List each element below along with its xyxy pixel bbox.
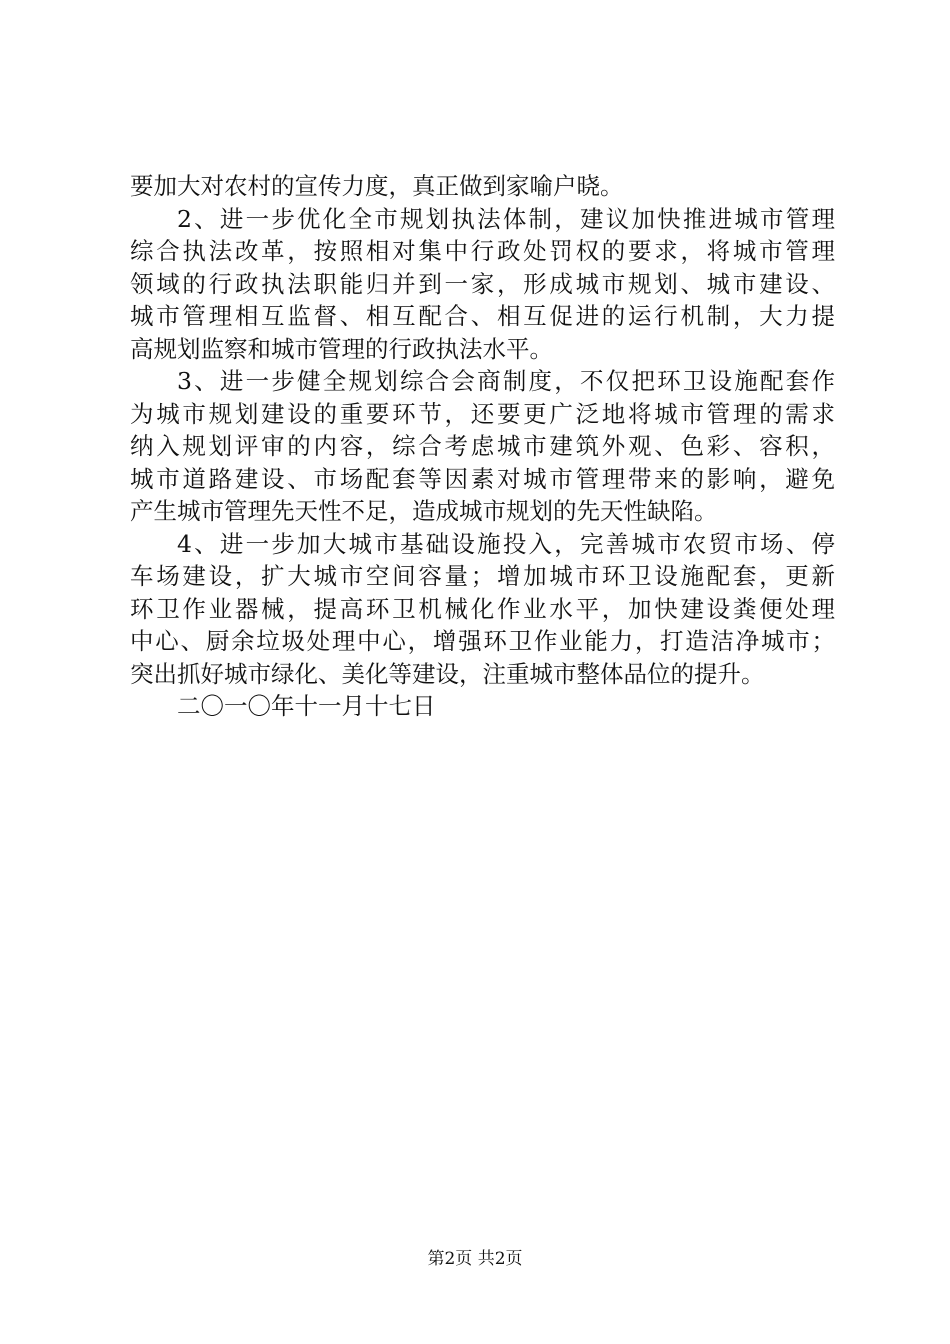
paragraph-start-line: 3、进一步健全规划综合会商制度，不仅把环卫设施配套作 xyxy=(177,367,835,395)
document-body xyxy=(130,170,835,723)
text-line: 中心、厨余垃圾处理中心，增强环卫作业能力，打造洁净城市； xyxy=(130,627,835,655)
text-line: 环卫作业器械，提高环卫机械化作业水平，加快建设粪便处理 xyxy=(130,594,835,623)
date-line: 二〇一〇年十一月十七日 xyxy=(177,692,436,720)
text-line: 为城市规划建设的重要环节，还要更广泛地将城市管理的需求 xyxy=(130,399,835,428)
paragraph-start-line: 4、进一步加大城市基础设施投入，完善城市农贸市场、停 xyxy=(177,529,835,558)
text-line: 车场建设，扩大城市空间容量；增加城市环卫设施配套，更新 xyxy=(130,562,835,590)
page-number-footer: 第2页 共2页 xyxy=(427,1249,523,1269)
text-line: 要加大对农村的宣传力度，真正做到家喻户晓。 xyxy=(130,172,624,200)
paragraph-start-line: 2、进一步优化全市规划执法体制，建议加快推进城市管理 xyxy=(177,204,835,233)
text-line: 高规划监察和城市管理的行政执法水平。 xyxy=(130,334,553,363)
text-line: 纳入规划评审的内容，综合考虑城市建筑外观、色彩、容积， xyxy=(130,432,835,460)
text-line: 综合执法改革，按照相对集中行政处罚权的要求，将城市管理 xyxy=(130,237,835,265)
text-line: 城市管理相互监督、相互配合、相互促进的运行机制，大力提 xyxy=(130,302,835,330)
text-line: 产生城市管理先天性不足，造成城市规划的先天性缺陷。 xyxy=(130,497,718,525)
text-line: 领域的行政执法职能归并到一家，形成城市规划、城市建设、 xyxy=(130,269,835,298)
text-line: 突出抓好城市绿化、美化等建设，注重城市整体品位的提升。 xyxy=(130,659,765,688)
text-line: 城市道路建设、市场配套等因素对城市管理带来的影响，避免 xyxy=(130,464,835,493)
